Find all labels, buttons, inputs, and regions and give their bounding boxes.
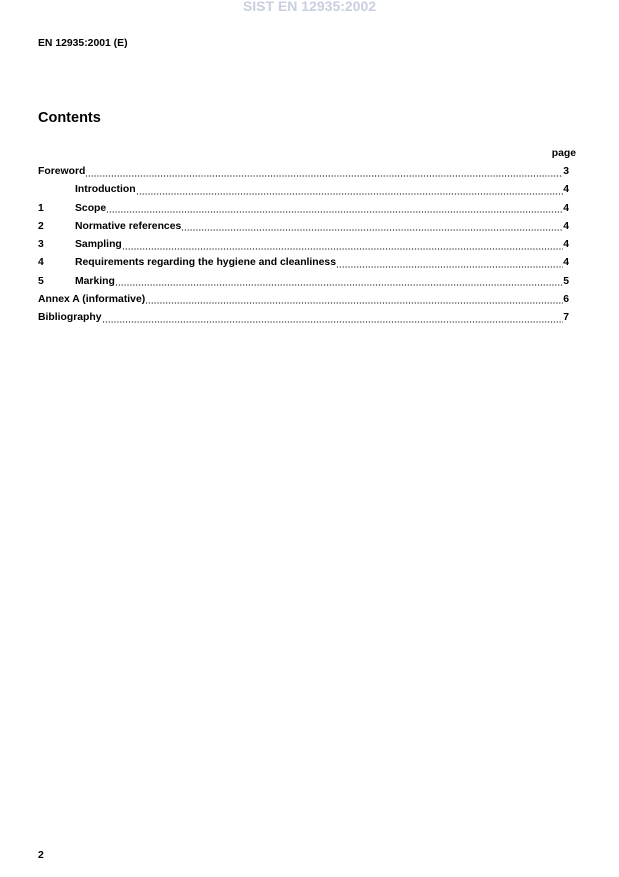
- dot-leader: [85, 163, 563, 181]
- toc-entry-title: Introduction: [75, 184, 136, 196]
- toc-entry-number: 1: [38, 202, 44, 214]
- toc-entry-page: 6: [563, 293, 569, 305]
- dot-leader: [122, 236, 563, 254]
- toc-entry-requirements: [38, 254, 569, 272]
- toc-entry-page: 4: [563, 220, 569, 232]
- toc-entry-page: 4: [563, 239, 569, 250]
- toc-entry-title: Bibliography: [38, 312, 102, 323]
- toc-entry-sampling: [38, 236, 569, 254]
- dot-leader: [115, 273, 563, 291]
- toc-entry-title: Normative references: [75, 220, 182, 232]
- toc-entry-number: 5: [38, 275, 44, 287]
- toc-entry-number: 3: [38, 239, 44, 250]
- toc-entry-page: 4: [563, 257, 569, 269]
- toc-entry-number: 4: [38, 257, 44, 269]
- toc-entry-page: 5: [563, 275, 569, 287]
- toc-entry-title: Scope: [75, 202, 107, 214]
- table-of-contents: [38, 163, 569, 327]
- toc-entry-title: Foreword: [38, 166, 86, 177]
- dot-leader: [106, 200, 563, 218]
- toc-entry-normative-references: [38, 218, 569, 236]
- footer-page-number: 2: [38, 850, 44, 861]
- dot-leader: [136, 181, 564, 199]
- toc-entry-page: 7: [563, 312, 569, 323]
- toc-entry-scope: [38, 200, 569, 218]
- toc-entry-number: 2: [38, 220, 44, 232]
- dot-leader: [336, 254, 563, 272]
- toc-entry-title: Sampling: [75, 239, 122, 250]
- toc-entry-title: Requirements regarding the hygiene and cleanliness: [75, 257, 336, 269]
- toc-entry-introduction: [38, 181, 569, 199]
- toc-entry-page: 4: [563, 202, 569, 214]
- document-identifier: EN 12935:2001 (E): [38, 38, 128, 49]
- toc-entry-title: Annex A (informative): [38, 293, 146, 305]
- toc-entry-bibliography: [38, 309, 569, 327]
- toc-entry-foreword: [38, 163, 569, 181]
- toc-entry-page: 4: [563, 184, 569, 196]
- watermark: SIST EN 12935:2002: [242, 0, 377, 14]
- toc-entry-page: 3: [563, 166, 569, 177]
- dot-leader: [145, 291, 563, 309]
- toc-entry-title: Marking: [75, 275, 115, 287]
- toc-entry-marking: [38, 273, 569, 291]
- dot-leader: [181, 218, 563, 236]
- dot-leader: [102, 309, 564, 327]
- page-column-label: page: [551, 148, 576, 159]
- contents-heading: Contents: [38, 110, 101, 126]
- toc-entry-annex-a: [38, 291, 569, 309]
